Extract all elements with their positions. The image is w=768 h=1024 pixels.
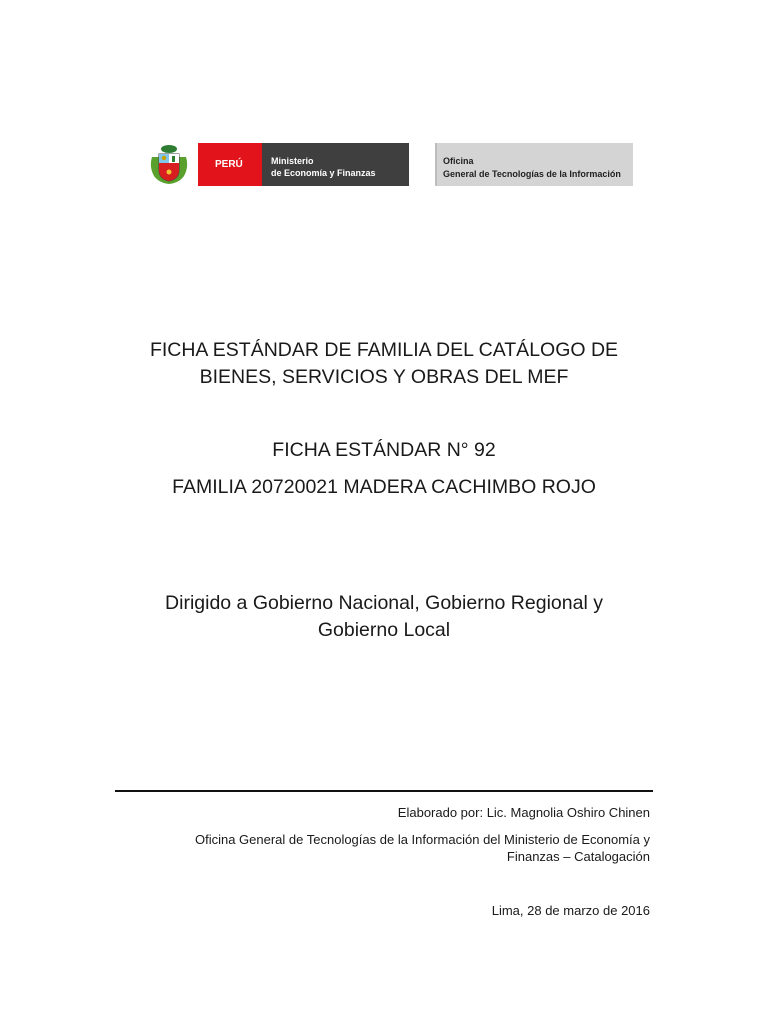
office-line1: Oficina bbox=[443, 156, 474, 166]
audience-statement bbox=[0, 590, 768, 644]
ministry-name bbox=[271, 155, 376, 179]
ministry-banner bbox=[198, 143, 409, 186]
footer-divider bbox=[115, 790, 653, 792]
office-credit-line2: Finanzas – Catalogación bbox=[506, 849, 650, 864]
ficha-number: FICHA ESTÁNDAR N° 92 bbox=[272, 439, 496, 461]
title-line2: BIENES, SERVICIOS Y OBRAS DEL MEF bbox=[199, 366, 569, 388]
familia-title: FAMILIA 20720021 MADERA CACHIMBO ROJO bbox=[172, 476, 596, 498]
ministry-line1: Ministerio bbox=[271, 156, 314, 166]
audience-line1: Dirigido a Gobierno Nacional, Gobierno Regional y bbox=[165, 592, 603, 614]
office-credit-line1: Oficina General de Tecnologías de la Información del Ministerio de Economía y bbox=[194, 832, 650, 847]
document-title bbox=[0, 337, 768, 391]
document-header bbox=[148, 143, 632, 186]
document-date: Lima, 28 de marzo de 2016 bbox=[491, 903, 650, 918]
title-line1: FICHA ESTÁNDAR DE FAMILIA DEL CATÁLOGO DE bbox=[149, 339, 619, 361]
peru-label: PERÚ bbox=[198, 143, 262, 186]
office-line2: General de Tecnologías de la Información bbox=[443, 169, 621, 179]
peru-coat-of-arms-icon bbox=[148, 143, 190, 186]
audience-line2: Gobierno Local bbox=[317, 619, 451, 641]
ministry-line2: de Economía y Finanzas bbox=[271, 168, 376, 178]
office-name bbox=[443, 155, 621, 181]
author-line: Elaborado por: Lic. Magnolia Oshiro Chinen bbox=[397, 805, 650, 820]
office-credit bbox=[195, 831, 650, 865]
office-banner bbox=[435, 143, 633, 186]
